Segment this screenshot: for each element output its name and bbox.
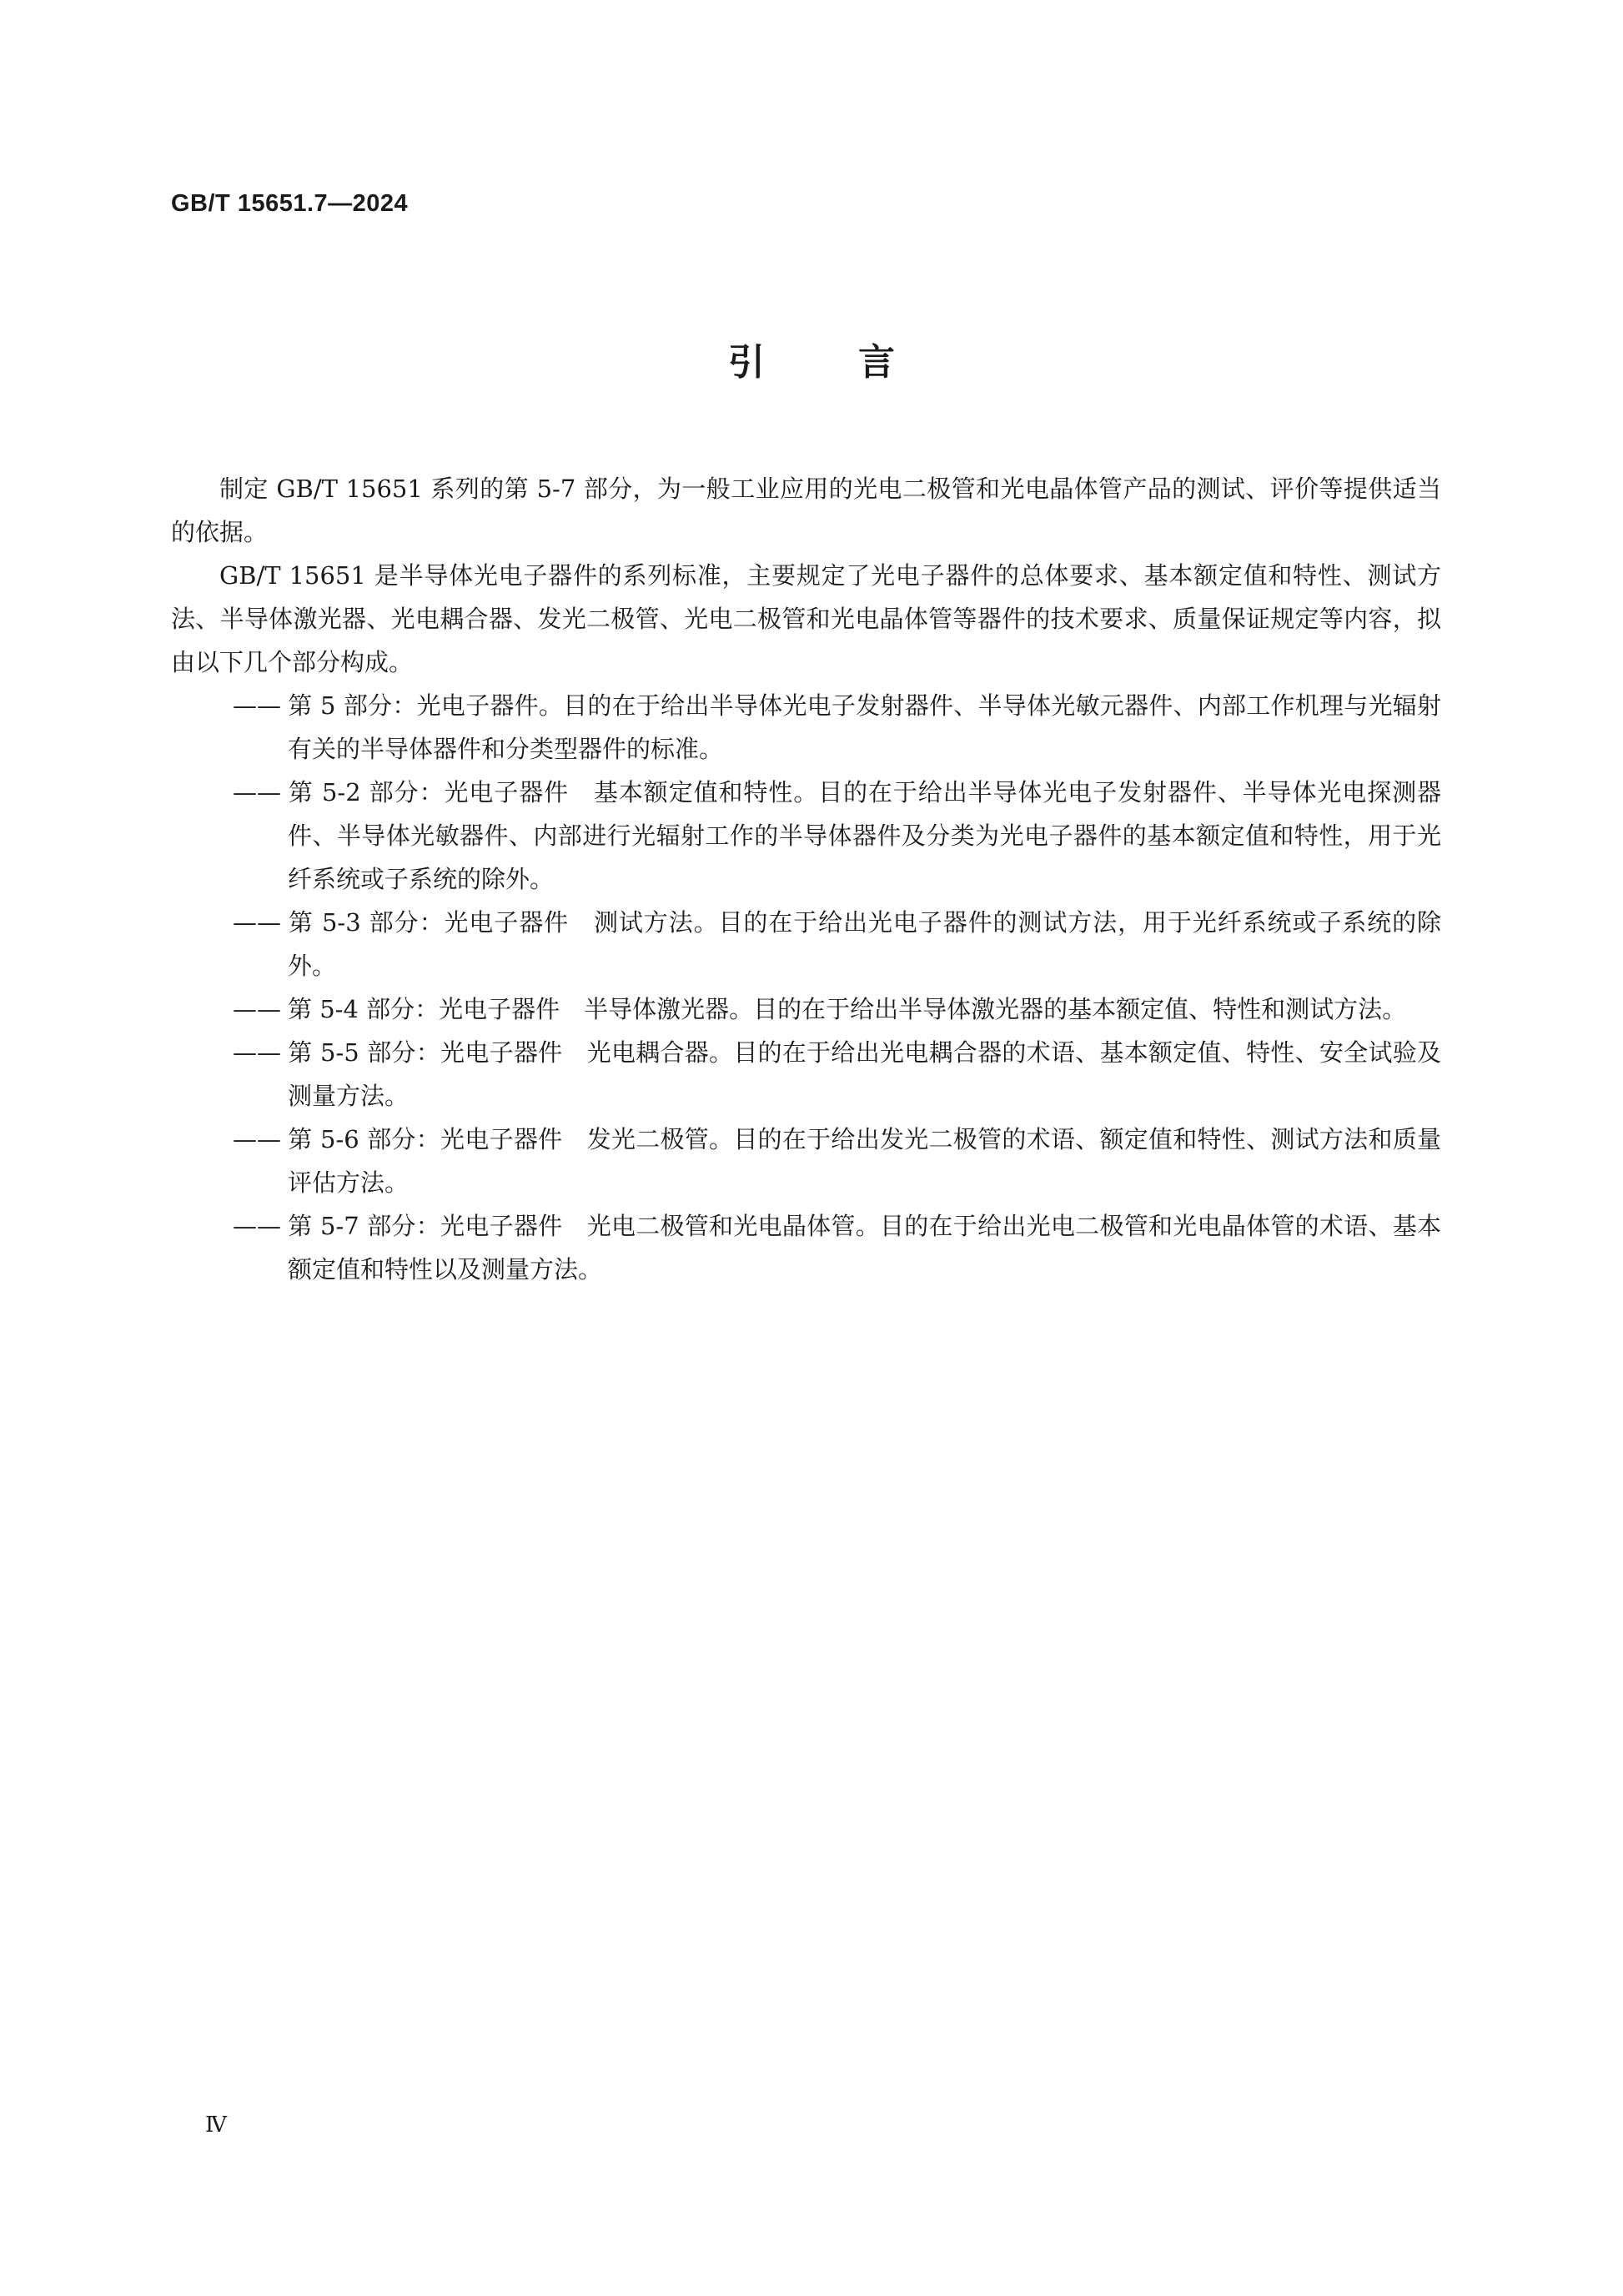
dash-marker: ——: [233, 1125, 281, 1153]
list-item: [171, 771, 1441, 901]
list-item-text: 目的在于给出半导体激光器的基本额定值、特性和测试方法。: [753, 995, 1407, 1023]
standard-code: GB/T 15651.7—2024: [171, 190, 409, 217]
list-item-text: 目的在于给出光电耦合器的术语、基本额定值、特性、安全试验及测量方法。: [288, 1038, 1441, 1110]
list-item-text: 目的在于给出半导体光电子发射器件、半导体光电探测器件、半导体光敏器件、内部进行光辐射工作的半导体器件及分类为光电子器件的基本额定值和特性，用于光纤系统或子系统的除外。: [288, 778, 1441, 893]
list-item-part: 第 5-2 部分：光电子器件 基本额定值和特性。: [288, 778, 819, 806]
list-item-text: 目的在于给出发光二极管的术语、额定值和特性、测试方法和质量评估方法。: [288, 1125, 1441, 1197]
list-item-text: 目的在于给出光电二极管和光电晶体管的术语、基本额定值和特性以及测量方法。: [288, 1212, 1441, 1284]
list-item-part: 第 5-6 部分：光电子器件 发光二极管。: [288, 1125, 734, 1153]
list-item-part: 第 5-7 部分：光电子器件 光电二极管和光电晶体管。: [288, 1212, 880, 1240]
list-item: [171, 1204, 1441, 1291]
list-item-text: 目的在于给出半导体光电子发射器件、半导体光敏元器件、内部工作机理与光辐射有关的半导体器件和分类型器件的标准。: [288, 691, 1441, 763]
list-item: [171, 901, 1441, 987]
list-item: [171, 684, 1441, 771]
page-number: Ⅳ: [205, 2113, 227, 2138]
dash-marker: ——: [233, 908, 281, 937]
dash-marker: ——: [233, 778, 281, 806]
list-item: [171, 1118, 1441, 1204]
intro-paragraph: GB/T 15651 是半导体光电子器件的系列标准，主要规定了光电子器件的总体要求、基本额定值和特性、测试方法、半导体激光器、光电耦合器、发光二极管、光电二极管和光电晶体管等器件的技术要求、质量保证规定等内容，拟由以下几个部分构成。: [171, 561, 1441, 676]
list-item-part: 第 5 部分：光电子器件。: [288, 691, 564, 720]
dash-marker: ——: [233, 1038, 281, 1067]
list-item: [171, 1031, 1441, 1118]
list-item: [171, 987, 1441, 1031]
introduction-body: [171, 467, 1441, 1291]
list-item-text: 目的在于给出光电子器件的测试方法，用于光纤系统或子系统的除外。: [288, 908, 1441, 980]
list-item-part: 第 5-5 部分：光电子器件 光电耦合器。: [288, 1038, 734, 1067]
dash-marker: ——: [233, 691, 281, 720]
intro-paragraph: 制定 GB/T 15651 系列的第 5-7 部分，为一般工业应用的光电二极管和光电晶体管产品的测试、评价等提供适当的依据。: [171, 475, 1441, 546]
list-item-part: 第 5-3 部分：光电子器件 测试方法。: [288, 908, 719, 937]
dash-marker: ——: [233, 995, 281, 1023]
page-title: 引言: [728, 341, 988, 384]
dash-marker: ——: [233, 1212, 281, 1240]
list-item-part: 第 5-4 部分：光电子器件 半导体激光器。: [288, 995, 754, 1023]
